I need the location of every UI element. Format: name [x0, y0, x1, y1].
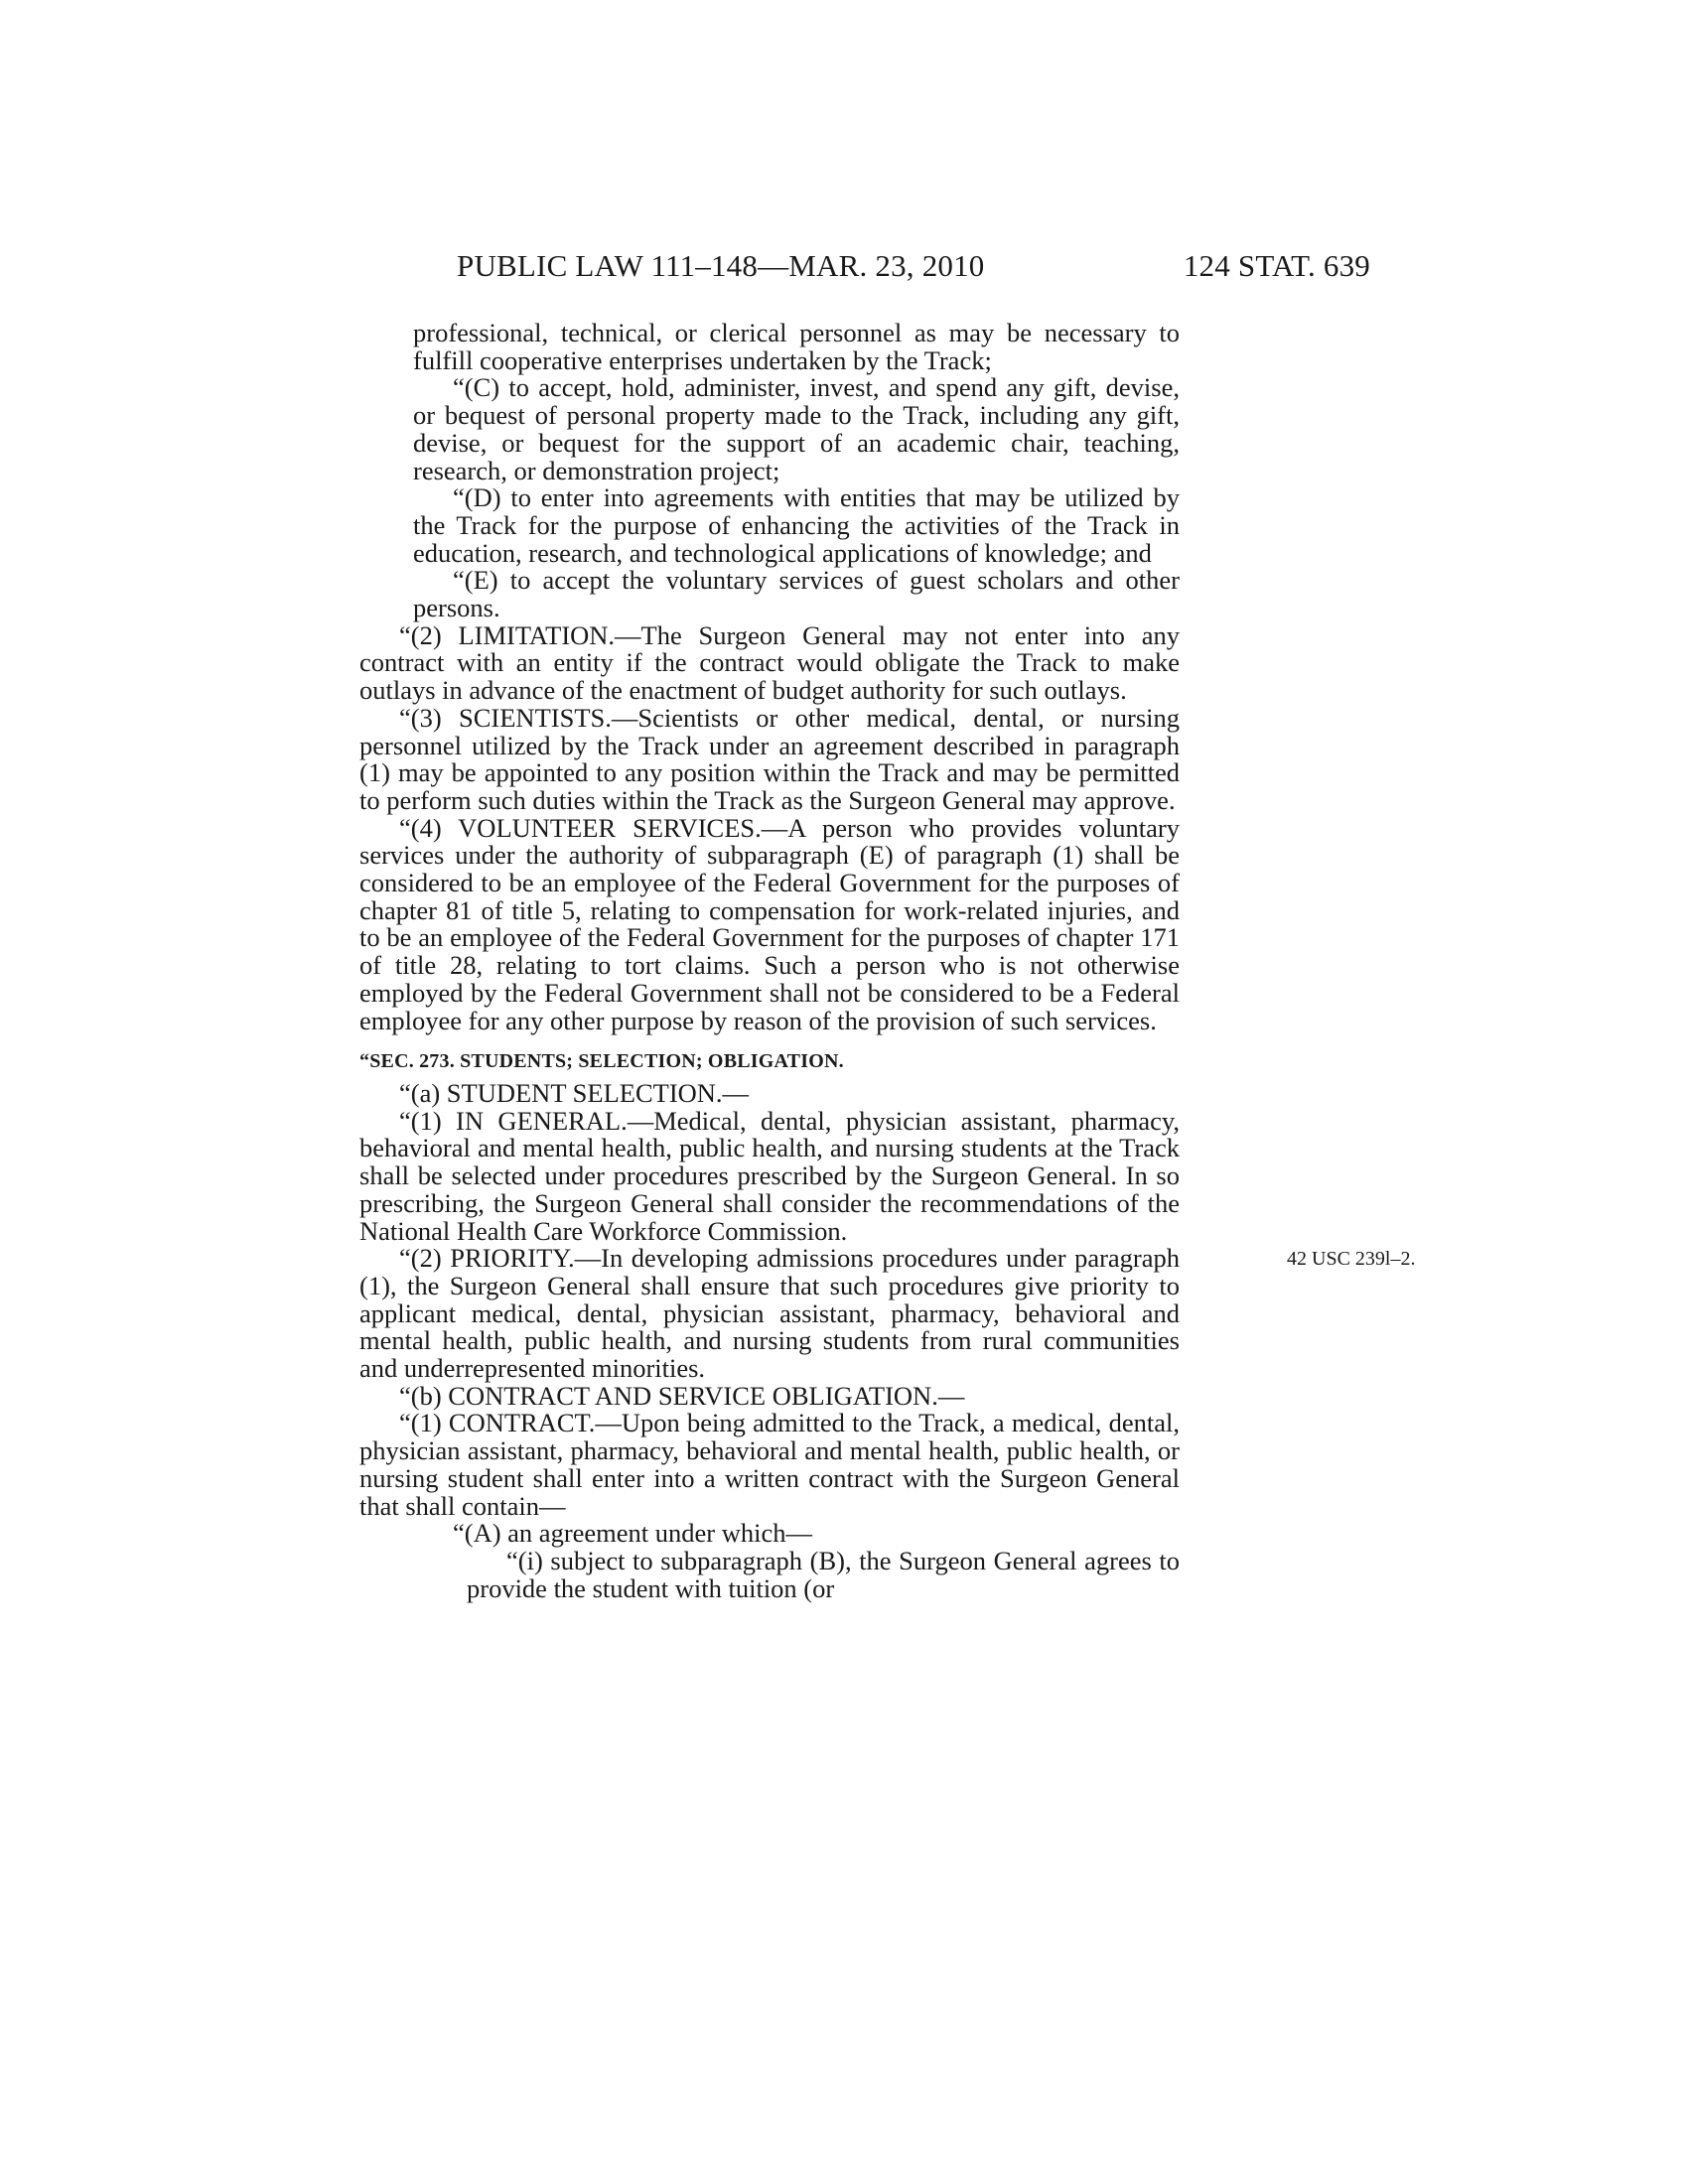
paragraph: “(3) SCIENTISTS.—Scientists or other medical, dental, or nursing personnel utilized by the Track under an agreement described in paragraph (1) may be appointed to any position within the Track and may be permitted to perform such duties within the Track as the Surgeon General may approve.	[359, 702, 1180, 815]
margin-citation: 42 USC 239l–2.	[1287, 1248, 1416, 1270]
running-header-page-number: 124 STAT. 639	[1183, 248, 1370, 283]
subsection-heading: “(a) STUDENT SELECTION.—	[399, 1077, 750, 1108]
paragraph: “(i) subject to subparagraph (B), the Surgeon General agrees to provide the student with tuition (or	[467, 1545, 1180, 1603]
paragraph: “(2) LIMITATION.—The Surgeon General may not enter into any contract with an entity if the contract would obligate the Track to make outlays in advance of the enactment of budget authority for such outlays.	[359, 619, 1180, 706]
paragraph: “(1) CONTRACT.—Upon being admitted to the Track, a medical, dental, physician assistant, pharmacy, behavioral and mental health, public health, or nursing student shall enter into a written contract with the Surgeon General that shall contain—	[359, 1408, 1180, 1521]
paragraph: “(A) an agreement under which—	[453, 1518, 813, 1549]
paragraph: “(1) IN GENERAL.—Medical, dental, physician assistant, pharmacy, behavioral and mental health, public health, and nursing students at the Track shall be selected under procedures prescribed by the Surgeon General. In so prescribing, the Surgeon General shall consider the recommendations of the National Health Care Workforce Commission.	[359, 1105, 1180, 1246]
paragraph: professional, technical, or clerical personnel as may be necessary to fulfill cooperative enterprises undertaken by the Track;	[413, 318, 1180, 375]
subsection-heading: “(b) CONTRACT AND SERVICE OBLIGATION.—	[399, 1380, 965, 1411]
paragraph: “(C) to accept, hold, administer, invest, and spend any gift, devise, or bequest of personal property made to the Track, including any gift, devise, or bequest for the support of an academic chair, teaching, research, or demonstration project;	[413, 372, 1180, 485]
paragraph: “(E) to accept the voluntary services of guest scholars and other persons.	[413, 565, 1180, 623]
running-header-law: PUBLIC LAW 111–148—MAR. 23, 2010	[457, 248, 985, 283]
paragraph: “(2) PRIORITY.—In developing admissions procedures under paragraph (1), the Surgeon General shall ensure that such procedures give priority to applicant medical, dental, physician assistant, pharmacy, behavioral and mental health, public health, and nursing students from rural communities and underrepresented minorities.	[359, 1243, 1180, 1384]
section-heading: “SEC. 273. STUDENTS; SELECTION; OBLIGATION.	[359, 1050, 844, 1073]
statute-text	[359, 320, 1180, 1602]
paragraph: “(4) VOLUNTEER SERVICES.—A person who provides voluntary services under the authority of subparagraph (E) of paragraph (1) shall be considered to be an employee of the Federal Government for the purposes of chapter 81 of title 5, relating to compensation for work-related injuries, and to be an employee of the Federal Government for the purposes of chapter 171 of title 28, relating to tort claims. Such a person who is not otherwise employed by the Federal Government shall not be considered to be a Federal employee for any other purpose by reason of the provision of such services.	[359, 812, 1180, 1035]
paragraph: “(D) to enter into agreements with entities that may be utilized by the Track for the purpose of enhancing the activities of the Track in education, research, and technological applications of knowledge; and	[413, 482, 1180, 568]
